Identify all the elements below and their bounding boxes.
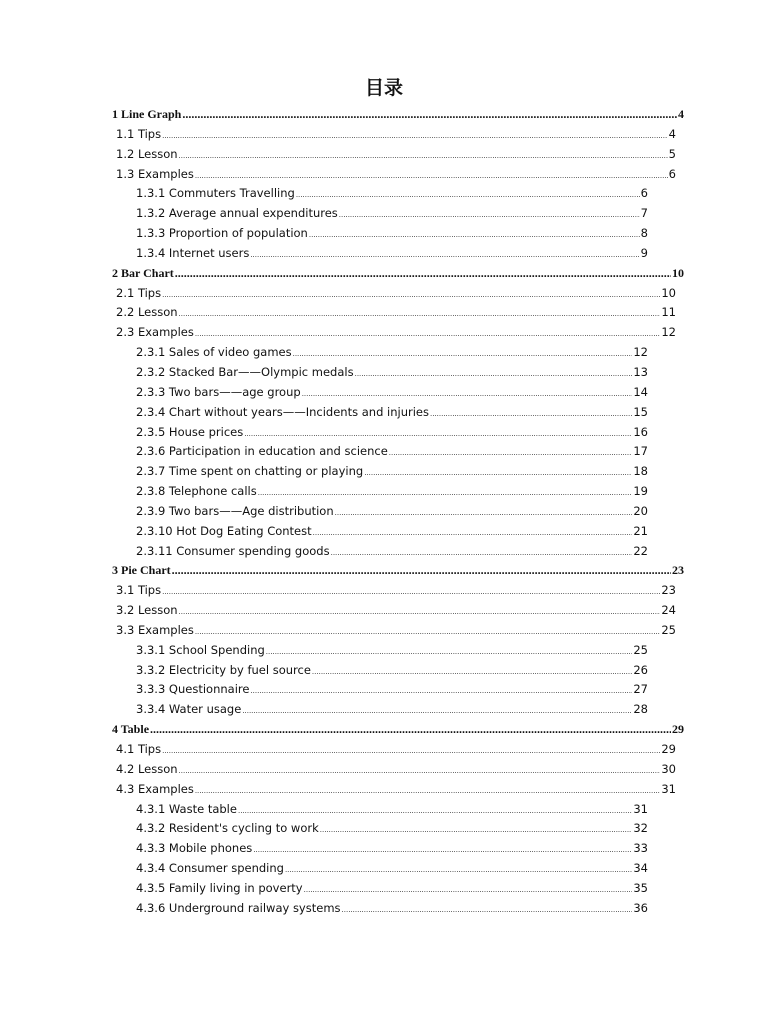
toc-entry-label: 2.3.9 Two bars——Age distribution — [136, 503, 334, 518]
dot-leader — [195, 330, 661, 338]
toc-entry-label: 2.3.5 House prices — [136, 424, 244, 439]
dot-leader — [172, 563, 671, 578]
toc-entry[interactable] — [0, 425, 768, 445]
toc-entry[interactable] — [0, 464, 768, 484]
toc-entry-label: 4 Table — [112, 722, 150, 737]
dot-leader — [296, 191, 640, 199]
toc-entry[interactable] — [0, 782, 768, 802]
toc-entry[interactable] — [0, 722, 768, 742]
toc-entry[interactable] — [0, 802, 768, 822]
dot-leader — [195, 172, 668, 180]
toc-entry-label: 2.3.4 Chart without years——Incidents and injuries — [136, 404, 429, 419]
toc-entry-label: 3 Pie Chart — [112, 563, 171, 578]
toc-entry-label: 1.3.4 Internet users — [136, 245, 250, 260]
toc-entry-page-number: 20 — [633, 503, 648, 518]
toc-entry-label: 4.2 Lesson — [116, 761, 178, 776]
dot-leader — [150, 722, 671, 737]
toc-entry-label: 1.3.1 Commuters Travelling — [136, 186, 295, 201]
toc-entry[interactable] — [0, 405, 768, 425]
dot-leader — [250, 251, 639, 259]
dot-leader — [238, 807, 632, 815]
toc-entry[interactable] — [0, 107, 768, 127]
toc-entry-label: 3.2 Lesson — [116, 603, 178, 618]
toc-entry[interactable] — [0, 821, 768, 841]
dot-leader — [162, 132, 668, 140]
toc-entry[interactable] — [0, 603, 768, 623]
toc-entry-page-number: 15 — [633, 404, 648, 419]
toc-entry-label: 3.3.1 School Spending — [136, 642, 265, 657]
dot-leader — [179, 608, 661, 616]
toc-entry-label: 2 Bar Chart — [112, 265, 174, 280]
toc-entry-page-number: 9 — [640, 245, 648, 260]
toc-entry[interactable] — [0, 385, 768, 405]
toc-entry-label: 4.3.3 Mobile phones — [136, 841, 253, 856]
toc-entry-label: 2.3 Examples — [116, 325, 194, 340]
toc-entry-page-number: 10 — [672, 265, 684, 280]
dot-leader — [320, 826, 633, 834]
toc-entry-page-number: 11 — [661, 305, 676, 320]
toc-entry-page-number: 29 — [672, 722, 684, 737]
toc-entry-page-number: 30 — [661, 761, 676, 776]
toc-entry-label: 2.3.7 Time spent on chatting or playing — [136, 464, 364, 479]
toc-entry[interactable] — [0, 663, 768, 683]
toc-entry[interactable] — [0, 127, 768, 147]
toc-entry-label: 2.3.10 Hot Dog Eating Contest — [136, 523, 312, 538]
toc-entry[interactable] — [0, 861, 768, 881]
toc-entry-label: 3.3.3 Questionnaire — [136, 682, 250, 697]
toc-entry-label: 4.3.6 Underground railway systems — [136, 900, 341, 915]
toc-entry-page-number: 23 — [661, 583, 676, 598]
dot-leader — [312, 668, 632, 676]
toc-entry[interactable] — [0, 901, 768, 921]
toc-entry-page-number: 27 — [633, 682, 648, 697]
toc-entry-label: 4.3.4 Consumer spending — [136, 861, 284, 876]
dot-leader — [179, 767, 661, 775]
toc-entry[interactable] — [0, 742, 768, 762]
dot-leader — [179, 152, 668, 160]
toc-entry-label: 1 Line Graph — [112, 107, 182, 121]
dot-leader — [313, 529, 633, 537]
toc-entry-page-number: 6 — [640, 186, 648, 201]
toc-entry[interactable] — [0, 305, 768, 325]
toc-entry-label: 1.3 Examples — [116, 166, 194, 181]
toc-entry-label: 1.2 Lesson — [116, 146, 178, 161]
dot-leader — [339, 211, 640, 219]
toc-entry-label: 2.3.8 Telephone calls — [136, 484, 257, 499]
toc-entry-label: 4.3 Examples — [116, 781, 194, 796]
toc-entry-page-number: 28 — [633, 702, 648, 717]
toc-entry-label: 2.3.6 Participation in education and science — [136, 444, 388, 459]
toc-entry-label: 1.3.2 Average annual expenditures — [136, 206, 338, 221]
toc-entry-label: 4.3.1 Waste table — [136, 801, 237, 816]
toc-entry-page-number: 22 — [633, 543, 648, 558]
toc-entry-page-number: 5 — [668, 146, 676, 161]
toc-entry[interactable] — [0, 762, 768, 782]
toc-entry-page-number: 25 — [633, 642, 648, 657]
toc-entry-page-number: 33 — [633, 841, 648, 856]
dot-leader — [302, 390, 633, 398]
dot-leader — [389, 449, 633, 457]
dot-leader — [364, 469, 632, 477]
dot-leader — [335, 509, 633, 517]
dot-leader — [430, 410, 632, 418]
toc-entry[interactable] — [0, 246, 768, 266]
toc-entry[interactable] — [0, 643, 768, 663]
toc-entry[interactable] — [0, 841, 768, 861]
toc-entry-page-number: 29 — [661, 742, 676, 756]
toc-entry-page-number: 34 — [633, 861, 648, 876]
toc-entry-page-number: 26 — [633, 662, 648, 677]
toc-entry-page-number: 4 — [668, 126, 676, 141]
toc-entry[interactable] — [0, 345, 768, 365]
dot-leader — [182, 107, 677, 122]
toc-entry-page-number: 14 — [633, 384, 648, 399]
toc-entry-page-number: 18 — [633, 464, 648, 479]
toc-entry-page-number: 19 — [633, 484, 648, 499]
toc-entry-page-number: 4 — [678, 107, 684, 121]
toc-entry[interactable] — [0, 186, 768, 206]
toc-entry-page-number: 17 — [633, 444, 648, 459]
toc-entry[interactable] — [0, 147, 768, 167]
toc-entry[interactable] — [0, 524, 768, 544]
toc-entry-page-number: 6 — [668, 166, 676, 181]
toc-entry[interactable] — [0, 286, 768, 306]
toc-entry-label: 1.3.3 Proportion of population — [136, 226, 308, 241]
dot-leader — [195, 787, 661, 795]
toc-entry-page-number: 23 — [672, 563, 684, 578]
dot-leader — [253, 846, 632, 854]
toc-entry-label: 3.1 Tips — [116, 583, 162, 598]
dot-leader — [244, 430, 632, 438]
dot-leader — [304, 886, 633, 894]
dot-leader — [285, 866, 632, 874]
dot-leader — [162, 588, 660, 596]
dot-leader — [309, 231, 640, 239]
toc-title: 目录 — [364, 77, 403, 99]
toc-entry-label: 2.3.3 Two bars——age group — [136, 384, 301, 399]
toc-entry[interactable] — [0, 484, 768, 504]
toc-entry-label: 3.3 Examples — [116, 622, 194, 637]
toc-entry[interactable] — [0, 444, 768, 464]
dot-leader — [242, 707, 632, 715]
toc-entry-label: 2.3.11 Consumer spending goods — [136, 543, 330, 558]
toc-entry-page-number: 31 — [633, 801, 648, 816]
toc-entry-page-number: 10 — [661, 285, 676, 300]
toc-entry-label: 1.1 Tips — [116, 126, 162, 141]
toc-entry-page-number: 12 — [661, 325, 676, 340]
dot-leader — [342, 906, 633, 914]
toc-entry-page-number: 35 — [633, 880, 648, 895]
toc-entry-page-number: 31 — [661, 781, 676, 796]
toc-entry-page-number: 13 — [633, 364, 648, 379]
dot-leader — [250, 687, 632, 695]
toc-entry-page-number: 16 — [633, 424, 648, 439]
dot-leader — [162, 291, 660, 299]
toc-entry[interactable] — [0, 544, 768, 564]
toc-entry[interactable] — [0, 365, 768, 385]
toc-entry-page-number: 7 — [640, 206, 648, 221]
toc-entry-page-number: 32 — [633, 821, 648, 836]
toc-entry-page-number: 21 — [633, 523, 648, 538]
toc-entry-label: 2.3.2 Stacked Bar——Olympic medals — [136, 364, 354, 379]
toc-entry-label: 2.3.1 Sales of video games — [136, 345, 292, 360]
toc-entry[interactable] — [0, 623, 768, 643]
dot-leader — [258, 489, 633, 497]
dot-leader — [195, 628, 661, 636]
toc-entry[interactable] — [0, 325, 768, 345]
dot-leader — [331, 549, 633, 557]
toc-entry-label: 2.1 Tips — [116, 285, 162, 300]
dot-leader — [175, 266, 671, 281]
toc-entry[interactable] — [0, 266, 768, 286]
toc-entry[interactable] — [0, 682, 768, 702]
toc-entry[interactable] — [0, 702, 768, 722]
toc-entry-page-number: 36 — [633, 900, 648, 915]
toc-entry-page-number: 8 — [640, 226, 648, 241]
toc-entry-page-number: 24 — [661, 603, 676, 618]
toc-entry-page-number: 12 — [633, 345, 648, 360]
dot-leader — [293, 350, 633, 358]
toc-entry-label: 4.3.2 Resident's cycling to work — [136, 821, 319, 836]
toc-entry-label: 4.3.5 Family living in poverty — [136, 880, 303, 895]
toc-entry[interactable] — [0, 504, 768, 524]
toc-entry[interactable] — [0, 167, 768, 187]
dot-leader — [162, 747, 660, 755]
dot-leader — [266, 648, 633, 656]
toc-entry-label: 2.2 Lesson — [116, 305, 178, 320]
toc-entry-label: 3.3.2 Electricity by fuel source — [136, 662, 311, 677]
dot-leader — [355, 370, 633, 378]
dot-leader — [179, 310, 661, 318]
toc-entry[interactable] — [0, 881, 768, 901]
toc-entry-page-number: 25 — [661, 622, 676, 637]
toc-entry[interactable] — [0, 563, 768, 583]
table-of-contents — [0, 107, 768, 921]
toc-entry-label: 3.3.4 Water usage — [136, 702, 242, 717]
toc-entry[interactable] — [0, 206, 768, 226]
toc-entry[interactable] — [0, 226, 768, 246]
toc-entry[interactable] — [0, 583, 768, 603]
toc-entry-label: 4.1 Tips — [116, 742, 162, 756]
